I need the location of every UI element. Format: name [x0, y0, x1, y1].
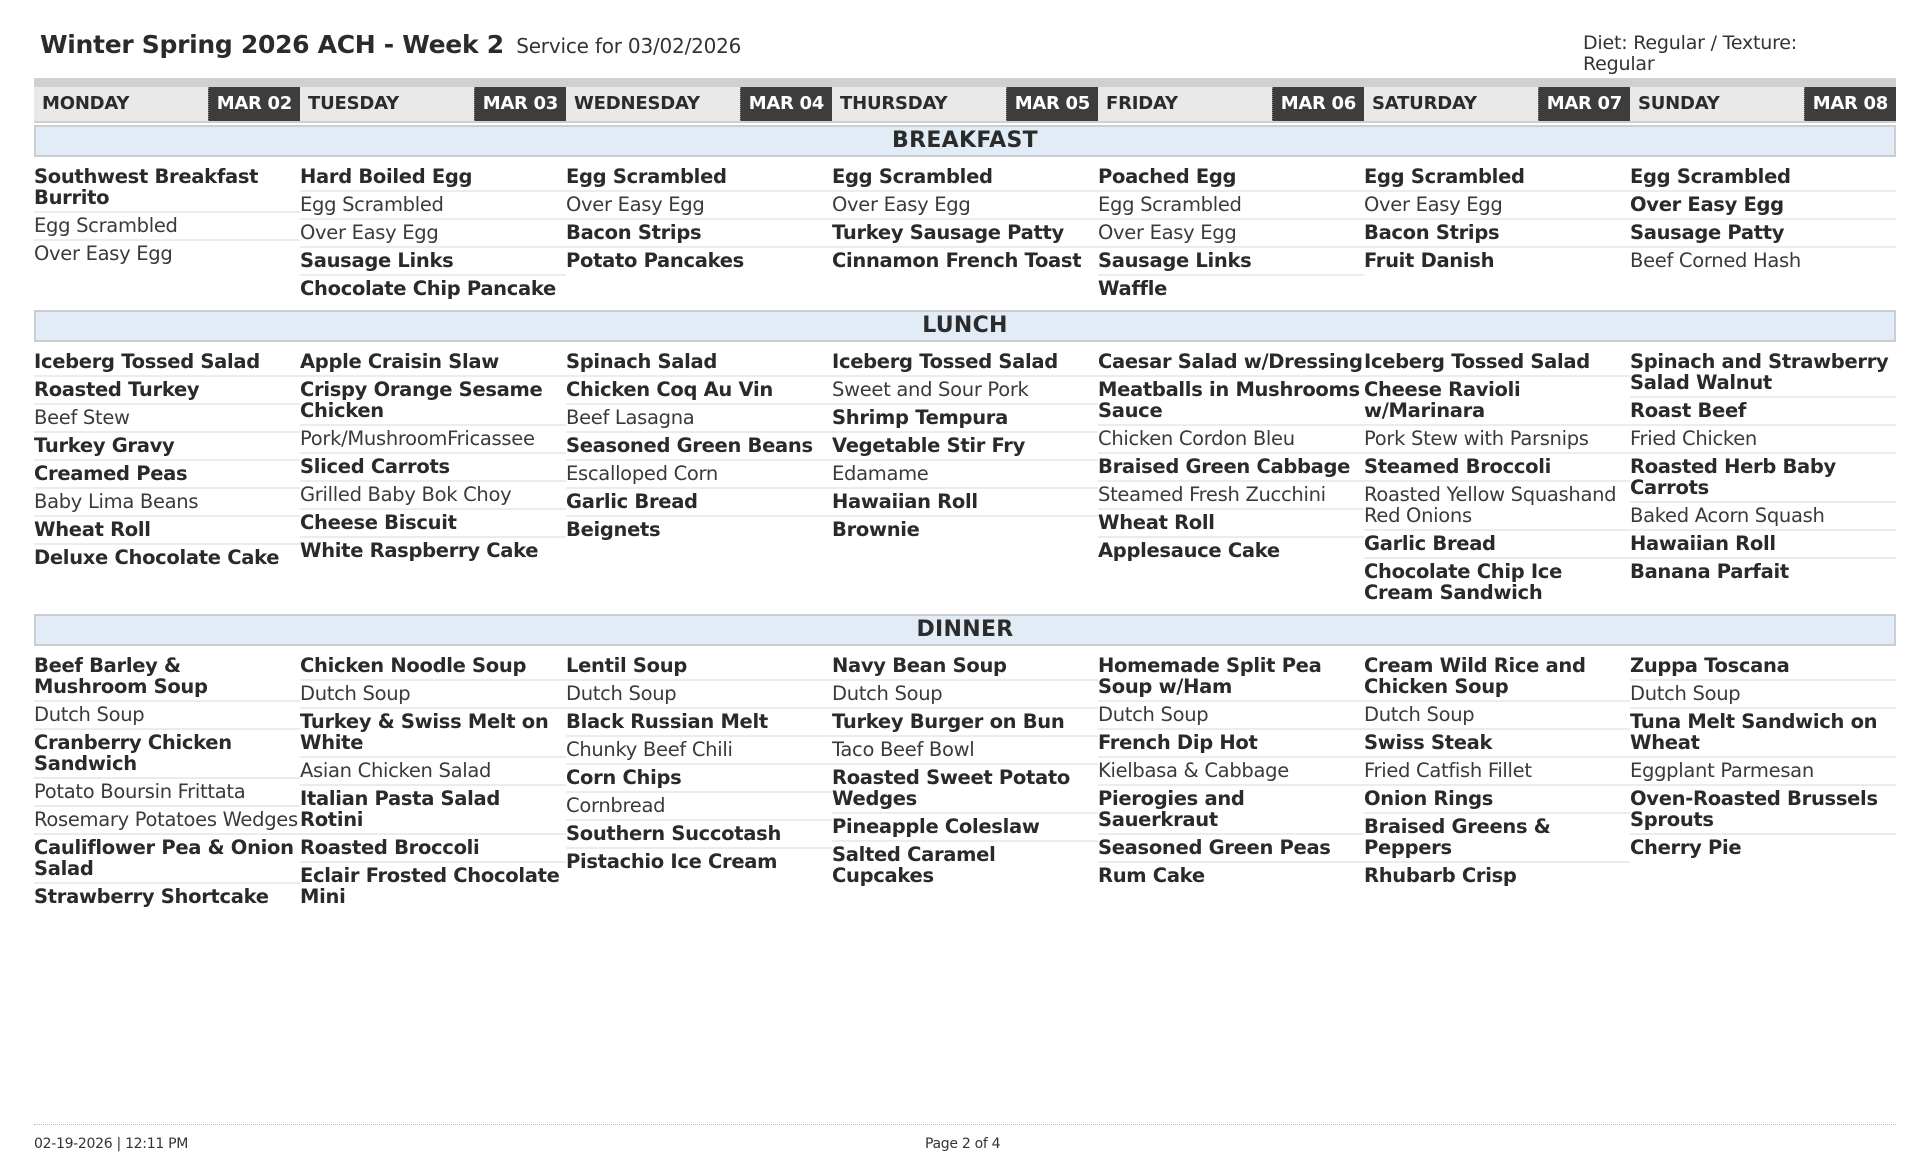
date-badge: MAR 02	[208, 87, 300, 121]
breakfast-column-wednesday	[566, 164, 832, 274]
menu-item: Egg Scrambled	[300, 192, 566, 220]
menu-item: Creamed Peas	[34, 461, 300, 489]
menu-item: Roast Beef	[1630, 398, 1896, 426]
menu-item: Chicken Coq Au Vin	[566, 377, 832, 405]
menu-item: Dutch Soup	[34, 702, 300, 730]
day-name: THURSDAY	[840, 93, 948, 114]
menu-item: Swiss Steak	[1364, 730, 1630, 758]
menu-item: Steamed Fresh Zucchini	[1098, 482, 1364, 510]
date-badge: MAR 08	[1804, 87, 1896, 121]
menu-item: Over Easy Egg	[300, 220, 566, 248]
menu-item: Cornbread	[566, 793, 832, 821]
menu-item: Fruit Danish	[1364, 249, 1495, 272]
menu-item: French Dip Hot	[1098, 730, 1364, 758]
lunch-column-monday	[34, 349, 300, 571]
day-header-sunday	[1630, 87, 1896, 121]
menu-item: Bacon Strips	[1364, 220, 1630, 248]
footer-divider	[34, 1124, 1896, 1125]
menu-item: Seasoned Green Peas	[1098, 835, 1364, 863]
menu-item: Brownie	[832, 518, 920, 541]
menu-item: Cauliflower Pea & Onion Salad	[34, 835, 300, 884]
menu-item: Meatballs in Mushrooms Sauce	[1098, 377, 1364, 426]
menu-item: Braised Green Cabbage	[1098, 454, 1364, 482]
menu-item: Chunky Beef Chili	[566, 737, 832, 765]
dinner-column-tuesday	[300, 653, 566, 910]
lunch-column-tuesday	[300, 349, 566, 564]
menu-item: Hawaiian Roll	[832, 489, 1098, 517]
date-badge: MAR 03	[474, 87, 566, 121]
menu-item: Navy Bean Soup	[832, 653, 1098, 681]
day-name: WEDNESDAY	[574, 93, 700, 114]
day-name: SATURDAY	[1372, 93, 1477, 114]
menu-item: Spinach Salad	[566, 349, 832, 377]
menu-item: Cranberry Chicken Sandwich	[34, 730, 300, 779]
meal-section-breakfast: BREAKFAST	[34, 125, 1896, 157]
dinner-column-wednesday	[566, 653, 832, 875]
menu-item: Edamame	[832, 461, 1098, 489]
menu-item: Sliced Carrots	[300, 454, 566, 482]
date-badge: MAR 04	[740, 87, 832, 121]
menu-item: Lentil Soup	[566, 653, 832, 681]
menu-item: Roasted Turkey	[34, 377, 300, 405]
menu-item: Pork Stew with Parsnips	[1364, 426, 1630, 454]
lunch-grid	[34, 342, 1896, 606]
menu-item: Seasoned Green Beans	[566, 433, 832, 461]
menu-item: Asian Chicken Salad	[300, 758, 566, 786]
day-name: FRIDAY	[1106, 93, 1178, 114]
menu-item: Over Easy Egg	[1098, 220, 1364, 248]
menu-item: Italian Pasta Salad Rotini	[300, 786, 566, 835]
menu-item: Dutch Soup	[566, 681, 832, 709]
date-badge: MAR 06	[1272, 87, 1364, 121]
menu-item: Bacon Strips	[566, 220, 832, 248]
menu-item: Roasted Sweet Potato Wedges	[832, 765, 1098, 814]
day-name: SUNDAY	[1638, 93, 1720, 114]
menu-item: Rum Cake	[1098, 864, 1205, 887]
menu-item: Southwest Breakfast Burrito	[34, 164, 300, 213]
menu-item: Chocolate Chip Ice Cream Sandwich	[1364, 560, 1562, 604]
menu-item: Cheese Biscuit	[300, 510, 566, 538]
menu-item: Rhubarb Crisp	[1364, 864, 1517, 887]
menu-item: Beef Stew	[34, 405, 300, 433]
menu-item: Grilled Baby Bok Choy	[300, 482, 566, 510]
dinner-column-sunday	[1630, 653, 1896, 861]
menu-item: Sweet and Sour Pork	[832, 377, 1098, 405]
menu-item: Iceberg Tossed Salad	[1364, 349, 1630, 377]
menu-item: Baby Lima Beans	[34, 489, 300, 517]
menu-item: Eclair Frosted Chocolate Mini	[300, 864, 560, 908]
menu-item: Waffle	[1098, 277, 1168, 300]
day-header-monday	[34, 87, 300, 121]
menu-item: Fried Catfish Fillet	[1364, 758, 1630, 786]
page-header	[40, 30, 1880, 80]
menu-item: Crispy Orange Sesame Chicken	[300, 377, 566, 426]
menu-item: Over Easy Egg	[832, 192, 1098, 220]
menu-item: Dutch Soup	[1098, 702, 1364, 730]
menu-item: Over Easy Egg	[34, 242, 173, 265]
footer-timestamp: 02-19-2026 | 12:11 PM	[34, 1136, 188, 1152]
menu-item: Fried Chicken	[1630, 426, 1896, 454]
menu-item: Egg Scrambled	[1630, 164, 1896, 192]
breakfast-column-friday	[1098, 164, 1364, 302]
menu-item: Garlic Bread	[1364, 531, 1630, 559]
menu-item: Over Easy Egg	[566, 192, 832, 220]
menu-item: Braised Greens & Peppers	[1364, 814, 1630, 863]
day-header-wednesday	[566, 87, 832, 121]
menu-item: Potato Pancakes	[566, 249, 744, 272]
menu-item: Over Easy Egg	[1364, 192, 1630, 220]
menu-item: Tuna Melt Sandwich on Wheat	[1630, 709, 1896, 758]
meal-section-lunch: LUNCH	[34, 310, 1896, 342]
menu-item: Kielbasa & Cabbage	[1098, 758, 1364, 786]
menu-item: Banana Parfait	[1630, 560, 1789, 583]
menu-item: Deluxe Chocolate Cake	[34, 546, 280, 569]
menu-title: Winter Spring 2026 ACH - Week 2	[40, 30, 504, 59]
menu-item: Oven-Roasted Brussels Sprouts	[1630, 786, 1896, 835]
dinner-grid	[34, 646, 1896, 910]
menu-item: Turkey & Swiss Melt on White	[300, 709, 566, 758]
day-header-row	[34, 78, 1896, 123]
menu-item: Pork/MushroomFricassee	[300, 426, 566, 454]
menu-item: Beef Barley & Mushroom Soup	[34, 653, 300, 702]
menu-item: Egg Scrambled	[1098, 192, 1364, 220]
breakfast-column-sunday	[1630, 164, 1896, 274]
menu-item: Egg Scrambled	[566, 164, 832, 192]
menu-item: Roasted Herb Baby Carrots	[1630, 454, 1896, 503]
menu-item: Strawberry Shortcake	[34, 885, 269, 908]
footer-page-number: Page 2 of 4	[925, 1136, 1001, 1152]
menu-item: Onion Rings	[1364, 786, 1630, 814]
date-badge: MAR 05	[1006, 87, 1098, 121]
dinner-column-friday	[1098, 653, 1364, 889]
menu-item: Dutch Soup	[1364, 702, 1630, 730]
menu-item: Roasted Yellow Squashand Red Onions	[1364, 482, 1630, 531]
menu-item: Rosemary Potatoes Wedges	[34, 807, 300, 835]
menu-item: Turkey Sausage Patty	[832, 220, 1098, 248]
menu-item: Steamed Broccoli	[1364, 454, 1630, 482]
date-badge: MAR 07	[1538, 87, 1630, 121]
menu-item: Beignets	[566, 518, 661, 541]
lunch-column-thursday	[832, 349, 1098, 543]
menu-item: Wheat Roll	[1098, 510, 1364, 538]
menu-item: Salted Caramel Cupcakes	[832, 843, 996, 887]
menu-item: Sausage Patty	[1630, 220, 1896, 248]
menu-item: Baked Acorn Squash	[1630, 503, 1896, 531]
menu-item: Eggplant Parmesan	[1630, 758, 1896, 786]
menu-item: Homemade Split Pea Soup w/Ham	[1098, 653, 1364, 702]
menu-item: Cheese Ravioli w/Marinara	[1364, 377, 1630, 426]
menu-item: Corn Chips	[566, 765, 832, 793]
service-date: Service for 03/02/2026	[516, 34, 742, 58]
menu-item: Dutch Soup	[300, 681, 566, 709]
menu-item: Cherry Pie	[1630, 836, 1742, 859]
menu-item: Cinnamon French Toast	[832, 249, 1082, 272]
menu-item: Egg Scrambled	[34, 213, 300, 241]
dinner-column-saturday	[1364, 653, 1630, 889]
page-title	[40, 30, 741, 59]
menu-item: Dutch Soup	[1630, 681, 1896, 709]
menu-item: Apple Craisin Slaw	[300, 349, 566, 377]
day-name: TUESDAY	[308, 93, 399, 114]
menu-item: Taco Beef Bowl	[832, 737, 1098, 765]
menu-item: Chicken Cordon Bleu	[1098, 426, 1364, 454]
menu-item: Egg Scrambled	[832, 164, 1098, 192]
breakfast-column-tuesday	[300, 164, 566, 302]
menu-item: Potato Boursin Frittata	[34, 779, 300, 807]
menu-item: Escalloped Corn	[566, 461, 832, 489]
menu-item: Hawaiian Roll	[1630, 531, 1896, 559]
menu-item: Turkey Gravy	[34, 433, 300, 461]
lunch-column-friday	[1098, 349, 1364, 564]
menu-item: Sausage Links	[300, 248, 566, 276]
menu-item: Chocolate Chip Pancake	[300, 277, 556, 300]
menu-item: Caesar Salad w/Dressing	[1098, 349, 1364, 377]
menu-item: Roasted Broccoli	[300, 835, 566, 863]
day-header-tuesday	[300, 87, 566, 121]
dinner-column-thursday	[832, 653, 1098, 889]
lunch-column-saturday	[1364, 349, 1630, 606]
menu-item: White Raspberry Cake	[300, 539, 539, 562]
menu-item: Chicken Noodle Soup	[300, 653, 566, 681]
dinner-column-monday	[34, 653, 300, 910]
weekly-menu-table	[34, 78, 1896, 910]
day-header-friday	[1098, 87, 1364, 121]
menu-item: Applesauce Cake	[1098, 539, 1280, 562]
menu-item: Sausage Links	[1098, 248, 1364, 276]
breakfast-column-thursday	[832, 164, 1098, 274]
menu-item: Southern Succotash	[566, 821, 832, 849]
menu-item: Hard Boiled Egg	[300, 164, 566, 192]
lunch-column-wednesday	[566, 349, 832, 543]
menu-item: Spinach and Strawberry Salad Walnut	[1630, 349, 1896, 398]
day-header-thursday	[832, 87, 1098, 121]
menu-item: Pistachio Ice Cream	[566, 850, 778, 873]
menu-item: Egg Scrambled	[1364, 164, 1630, 192]
menu-item: Iceberg Tossed Salad	[34, 349, 300, 377]
diet-texture-label: Diet: Regular / Texture: Regular	[1583, 32, 1797, 75]
menu-item: Iceberg Tossed Salad	[832, 349, 1098, 377]
menu-item: Beef Lasagna	[566, 405, 832, 433]
meal-section-dinner: DINNER	[34, 614, 1896, 646]
breakfast-grid	[34, 157, 1896, 302]
breakfast-column-monday	[34, 164, 300, 267]
breakfast-column-saturday	[1364, 164, 1630, 274]
lunch-column-sunday	[1630, 349, 1896, 585]
menu-item: Over Easy Egg	[1630, 192, 1896, 220]
day-name: MONDAY	[42, 93, 130, 114]
menu-item: Zuppa Toscana	[1630, 653, 1896, 681]
menu-item: Vegetable Stir Fry	[832, 433, 1098, 461]
menu-item: Shrimp Tempura	[832, 405, 1098, 433]
menu-item: Dutch Soup	[832, 681, 1098, 709]
menu-item: Cream Wild Rice and Chicken Soup	[1364, 653, 1630, 702]
menu-item: Poached Egg	[1098, 164, 1364, 192]
menu-item: Turkey Burger on Bun	[832, 709, 1098, 737]
menu-item: Wheat Roll	[34, 517, 300, 545]
menu-item: Pierogies and Sauerkraut	[1098, 786, 1364, 835]
menu-item: Black Russian Melt	[566, 709, 832, 737]
menu-item: Pineapple Coleslaw	[832, 814, 1098, 842]
menu-item: Beef Corned Hash	[1630, 249, 1801, 272]
menu-item: Garlic Bread	[566, 489, 832, 517]
day-header-saturday	[1364, 87, 1630, 121]
